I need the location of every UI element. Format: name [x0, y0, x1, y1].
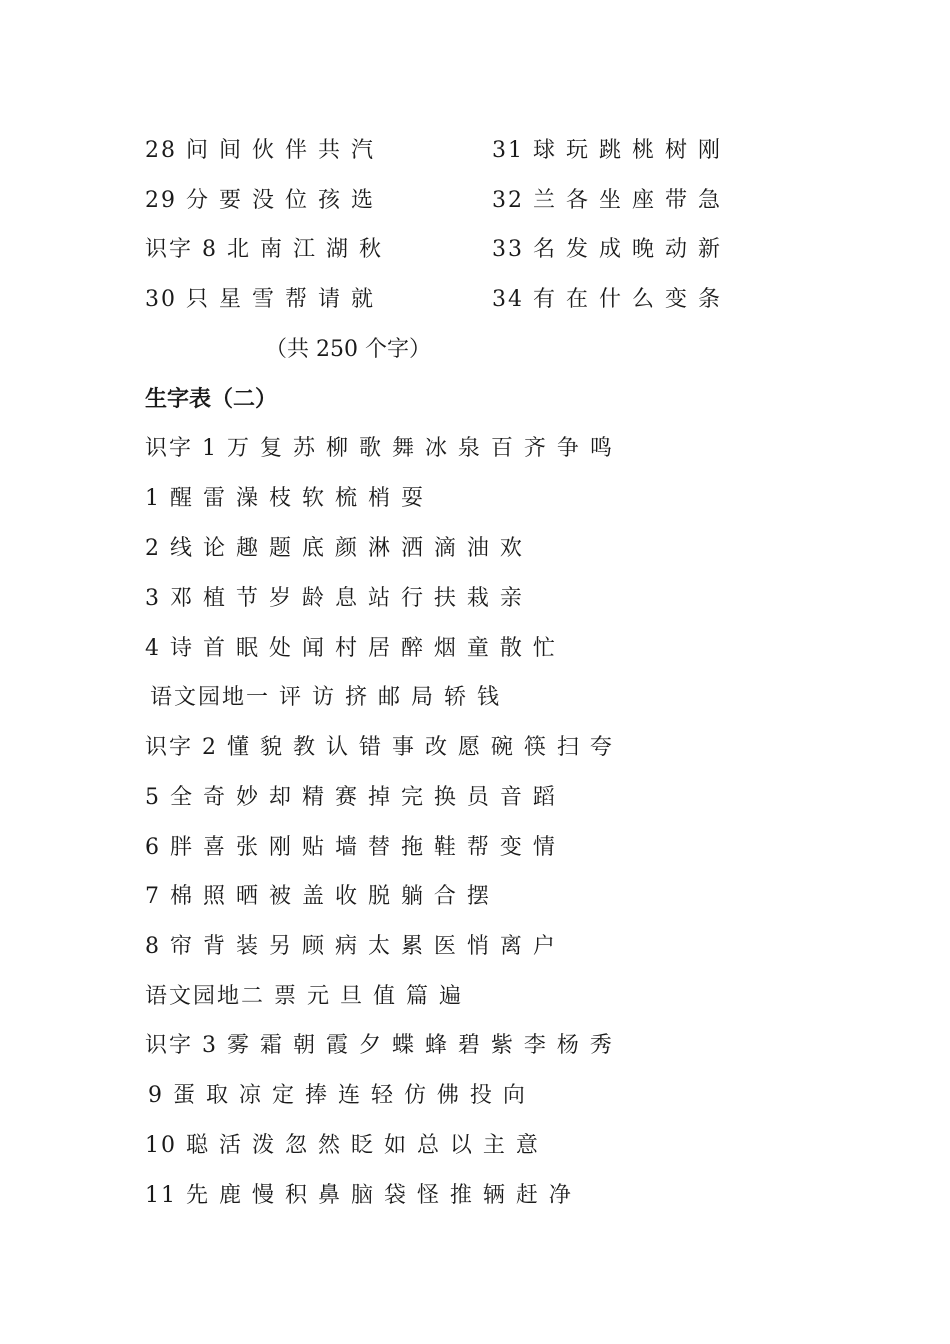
- char-row-8: 8 帘 背 装 另 顾 病 太 累 医 悄 离 户: [145, 934, 557, 959]
- section-heading: 生字表（二）: [145, 386, 278, 412]
- char-row-31: 31 球 玩 跳 桃 树 刚: [492, 138, 722, 163]
- char-row-6: 6 胖 喜 张 刚 贴 墙 替 拖 鞋 帮 变 情: [145, 835, 557, 860]
- char-row-29: 29 分 要 没 位 孩 选: [145, 188, 375, 213]
- char-row-shizi-1: 识字 1 万 复 苏 柳 歌 舞 冰 泉 百 齐 争 鸣: [145, 436, 614, 461]
- char-row-yuwen-2: 语文园地二 票 元 旦 值 篇 遍: [145, 984, 463, 1009]
- char-row-32: 32 兰 各 坐 座 带 急: [492, 188, 722, 213]
- char-row-yuwen-1: 语文园地一 评 访 挤 邮 局 轿 钱: [150, 685, 501, 710]
- char-row-shizi-8: 识字 8 北 南 江 湖 秋: [145, 237, 383, 262]
- char-row-10: 10 聪 活 泼 忽 然 眨 如 总 以 主 意: [145, 1133, 540, 1158]
- char-row-7: 7 棉 照 晒 被 盖 收 脱 躺 合 摆: [145, 884, 491, 909]
- char-row-1: 1 醒 雷 澡 枝 软 梳 梢 耍: [145, 486, 425, 511]
- char-row-2: 2 线 论 趣 题 底 颜 淋 洒 滴 油 欢: [145, 536, 524, 561]
- char-row-33: 33 名 发 成 晚 动 新: [492, 237, 722, 262]
- char-row-5: 5 全 奇 妙 却 精 赛 掉 完 换 员 音 蹈: [145, 785, 557, 810]
- char-row-3: 3 邓 植 节 岁 龄 息 站 行 扶 栽 亲: [145, 586, 524, 611]
- char-row-shizi-3: 识字 3 雾 霜 朝 霞 夕 蝶 蜂 碧 紫 李 杨 秀: [145, 1033, 614, 1058]
- char-row-9: 9 蛋 取 凉 定 捧 连 轻 仿 佛 投 向: [148, 1083, 527, 1108]
- total-count: （共 250 个字）: [265, 337, 431, 362]
- char-row-34: 34 有 在 什 么 变 条: [492, 287, 722, 312]
- char-row-4: 4 诗 首 眠 处 闻 村 居 醉 烟 童 散 忙: [145, 636, 557, 661]
- char-row-30: 30 只 星 雪 帮 请 就: [145, 287, 375, 312]
- char-row-11: 11 先 鹿 慢 积 鼻 脑 袋 怪 推 辆 赶 净: [145, 1183, 573, 1208]
- char-row-28: 28 问 间 伙 伴 共 汽: [145, 138, 375, 163]
- char-row-shizi-2: 识字 2 懂 貌 教 认 错 事 改 愿 碗 筷 扫 夸: [145, 735, 614, 760]
